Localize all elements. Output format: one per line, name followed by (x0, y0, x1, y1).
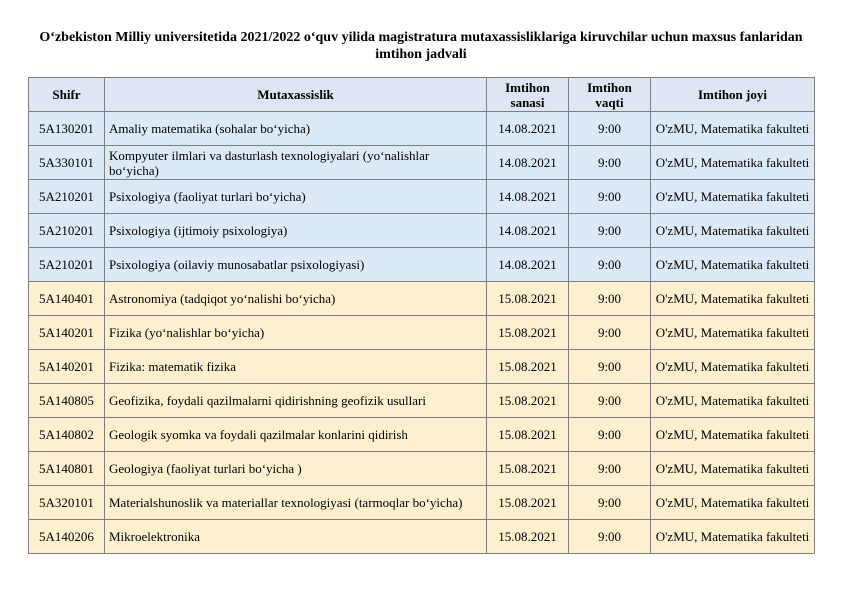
cell-code: 5A320101 (29, 486, 105, 520)
cell-place: O'zMU, Matematika fakulteti (651, 112, 815, 146)
cell-place: O'zMU, Matematika fakulteti (651, 384, 815, 418)
cell-specialty: Geologiya (faoliyat turlari bo‘yicha ) (105, 452, 487, 486)
cell-specialty: Astronomiya (tadqiqot yo‘nalishi bo‘yicha) (105, 282, 487, 316)
table-row (29, 384, 815, 418)
cell-date: 14.08.2021 (487, 180, 569, 214)
cell-date: 14.08.2021 (487, 146, 569, 180)
table-row (29, 452, 815, 486)
cell-code: 5A140201 (29, 316, 105, 350)
cell-time: 9:00 (569, 384, 651, 418)
cell-date: 15.08.2021 (487, 452, 569, 486)
cell-place: O'zMU, Matematika fakulteti (651, 248, 815, 282)
cell-place: O'zMU, Matematika fakulteti (651, 214, 815, 248)
cell-code: 5A140802 (29, 418, 105, 452)
cell-time: 9:00 (569, 486, 651, 520)
cell-time: 9:00 (569, 112, 651, 146)
cell-place: O'zMU, Matematika fakulteti (651, 316, 815, 350)
table-row (29, 180, 815, 214)
cell-date: 14.08.2021 (487, 214, 569, 248)
exam-schedule-table (28, 77, 815, 554)
cell-date: 14.08.2021 (487, 248, 569, 282)
cell-date: 14.08.2021 (487, 112, 569, 146)
table-body (29, 112, 815, 554)
cell-time: 9:00 (569, 214, 651, 248)
header-date: Imtihon sanasi (487, 78, 569, 112)
cell-specialty: Fizika (yo‘nalishlar bo‘yicha) (105, 316, 487, 350)
cell-time: 9:00 (569, 316, 651, 350)
cell-place: O'zMU, Matematika fakulteti (651, 350, 815, 384)
cell-code: 5A140201 (29, 350, 105, 384)
cell-code: 5A140801 (29, 452, 105, 486)
cell-place: O'zMU, Matematika fakulteti (651, 180, 815, 214)
cell-date: 15.08.2021 (487, 486, 569, 520)
cell-code: 5A130201 (29, 112, 105, 146)
cell-specialty: Psixologiya (faoliyat turlari bo‘yicha) (105, 180, 487, 214)
cell-place: O'zMU, Matematika fakulteti (651, 282, 815, 316)
table-row (29, 112, 815, 146)
header-code: Shifr (29, 78, 105, 112)
cell-time: 9:00 (569, 146, 651, 180)
table-row (29, 248, 815, 282)
cell-code: 5A210201 (29, 248, 105, 282)
cell-code: 5A140206 (29, 520, 105, 554)
cell-place: O'zMU, Matematika fakulteti (651, 520, 815, 554)
table-row (29, 350, 815, 384)
table-row (29, 486, 815, 520)
cell-specialty: Mikroelektronika (105, 520, 487, 554)
cell-date: 15.08.2021 (487, 282, 569, 316)
cell-time: 9:00 (569, 350, 651, 384)
cell-specialty: Kompyuter ilmlari va dasturlash texnologiyalari (yo‘nalishlar bo‘yicha) (105, 146, 487, 180)
cell-date: 15.08.2021 (487, 316, 569, 350)
cell-date: 15.08.2021 (487, 384, 569, 418)
cell-place: O'zMU, Matematika fakulteti (651, 146, 815, 180)
cell-specialty: Fizika: matematik fizika (105, 350, 487, 384)
cell-place: O'zMU, Matematika fakulteti (651, 486, 815, 520)
header-row (29, 78, 815, 112)
cell-specialty: Amaliy matematika (sohalar bo‘yicha) (105, 112, 487, 146)
cell-code: 5A140401 (29, 282, 105, 316)
cell-place: O'zMU, Matematika fakulteti (651, 452, 815, 486)
cell-time: 9:00 (569, 282, 651, 316)
cell-code: 5A330101 (29, 146, 105, 180)
cell-specialty: Psixologiya (ijtimoiy psixologiya) (105, 214, 487, 248)
table-row (29, 282, 815, 316)
cell-code: 5A210201 (29, 180, 105, 214)
cell-date: 15.08.2021 (487, 520, 569, 554)
cell-specialty: Geologik syomka va foydali qazilmalar konlarini qidirish (105, 418, 487, 452)
table-row (29, 418, 815, 452)
header-specialty: Mutaxassislik (105, 78, 487, 112)
cell-specialty: Materialshunoslik va materiallar texnologiyasi (tarmoqlar bo‘yicha) (105, 486, 487, 520)
table-row (29, 316, 815, 350)
cell-time: 9:00 (569, 452, 651, 486)
cell-code: 5A210201 (29, 214, 105, 248)
cell-specialty: Geofizika, foydali qazilmalarni qidirishning geofizik usullari (105, 384, 487, 418)
cell-date: 15.08.2021 (487, 418, 569, 452)
cell-date: 15.08.2021 (487, 350, 569, 384)
cell-code: 5A140805 (29, 384, 105, 418)
cell-time: 9:00 (569, 248, 651, 282)
document-title: O‘zbekiston Milliy universitetida 2021/2022 o‘quv yilida magistratura mutaxassisliklariga kiruvchilar uchun maxsus fanlaridan imtihon jadvali (39, 30, 803, 62)
table-row (29, 214, 815, 248)
table-header (29, 78, 815, 112)
cell-place: O'zMU, Matematika fakulteti (651, 418, 815, 452)
cell-time: 9:00 (569, 520, 651, 554)
cell-time: 9:00 (569, 418, 651, 452)
cell-time: 9:00 (569, 180, 651, 214)
header-time: Imtihon vaqti (569, 78, 651, 112)
header-place: Imtihon joyi (651, 78, 815, 112)
cell-specialty: Psixologiya (oilaviy munosabatlar psixologiyasi) (105, 248, 487, 282)
table-row (29, 520, 815, 554)
table-row (29, 146, 815, 180)
